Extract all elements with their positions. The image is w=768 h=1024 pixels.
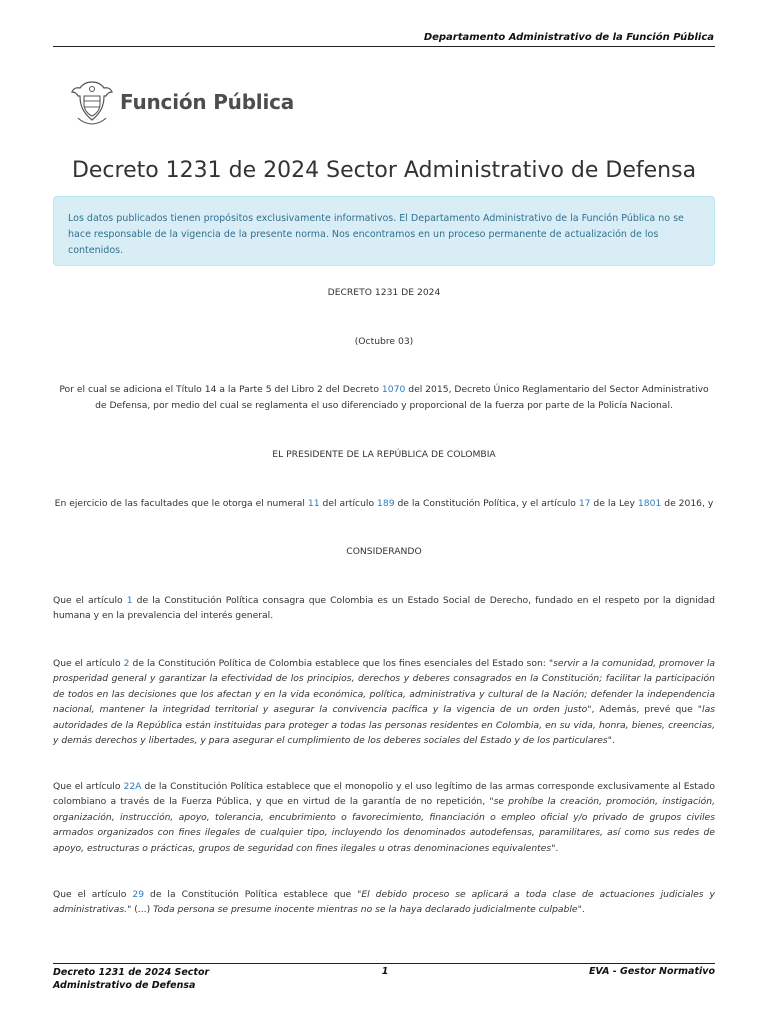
link-articulo-189[interactable]: 189: [377, 498, 395, 509]
footer-app-name: EVA - Gestor Normativo: [588, 966, 715, 977]
p3-text-2: de la Constitución Política establece que el monopolio y el uso legítimo de las armas corresponde exclusivamente al Estado colombiano a través de la Fuerza Pública, y que en virtud de la garantía de no repetición, ": [53, 781, 715, 808]
paragraph-articulo-2: [53, 656, 715, 748]
president-heading: EL PRESIDENTE DE LA REPÚBLICA DE COLOMBIA: [272, 449, 496, 460]
link-articulo-29[interactable]: 29: [132, 889, 145, 900]
p1-text-1: Que el artículo: [53, 595, 127, 606]
link-articulo-2[interactable]: 2: [123, 658, 130, 669]
link-decreto-1070[interactable]: 1070: [381, 384, 406, 395]
link-articulo-17[interactable]: 17: [578, 498, 591, 509]
considerando-heading: CONSIDERANDO: [346, 546, 422, 557]
decree-heading: DECRETO 1231 DE 2024: [327, 287, 441, 298]
disclaimer-notice: Los datos publicados tienen propósitos exclusivamente informativos. El Departamento Administrativo de la Función Pública no se hace responsable de la vigencia de la presente norma. Nos encontramos en un proceso permanente de actualización de los contenidos.: [53, 196, 715, 266]
p3-quote-1: se prohíbe la creación, promoción, instigación, organización, instrucción, apoyo, tolerancia, encubrimiento o favorecimiento, financiación o empleo oficial y/o privado de grupos civiles armados organizados con fines ilegales de cualquier tipo, incluyendo los denominados autodefensas, paramilitares, así como sus redes de apoyo, estructuras o prácticas, grupos de seguridad con fines ilegales u otras denominaciones equivalentes: [53, 796, 715, 854]
decree-date: (Octubre 03): [354, 336, 414, 347]
link-numeral-11[interactable]: 11: [307, 498, 320, 509]
p4-text-4: ".: [577, 904, 585, 916]
p2-quote-1: servir a la comunidad, promover la prosperidad general y garantizar la efectividad de los principios, derechos y deberes consagrados en la Constitución; facilitar la participación de todos en las decisiones que los afectan y en la vida económica, política, administrativa y cultural de la Nación; defender la independencia nacional, mantener la integridad territorial y asegurar la convivencia pacífica y la vigencia de un orden justo: [53, 658, 715, 716]
summary-text-2: del 2015, Decreto Único Reglamentario del Sector Administrativo de Defensa, por medio del cual se reglamenta el uso diferenciado y proporcional de la fuerza por parte de la Policía Nacional.: [95, 384, 709, 411]
summary-text-1: Por el cual se adiciona el Título 14 a la Parte 5 del Libro 2 del Decreto: [59, 384, 382, 395]
p2-quote-2: las autoridades de la República están instituidas para proteger a todas las personas residentes en Colombia, en su vida, honra, bienes, creencias, y demás derechos y libertades, y para asegurar el cumplimiento de los deberes sociales del Estado y de los particulares: [53, 704, 715, 747]
powers-text-4: de la Ley: [590, 498, 638, 509]
footer-page-number: 1: [381, 966, 389, 977]
p3-text-1: Que el artículo: [53, 781, 124, 792]
coat-of-arms-icon: [70, 78, 114, 126]
p2-text-3: ", Además, prevé que ": [587, 704, 703, 716]
powers-paragraph: [53, 496, 715, 512]
paragraph-articulo-29: [53, 887, 715, 918]
link-ley-1801[interactable]: 1801: [637, 498, 662, 509]
powers-text-5: de 2016, y: [661, 498, 714, 509]
p4-quote-2: Toda persona se presume inocente mientras no se la haya declarado judicialmente culpable: [153, 904, 578, 916]
powers-text-3: de la Constitución Política, y el artículo: [394, 498, 579, 509]
powers-text-2: del artículo: [319, 498, 377, 509]
paragraph-articulo-22a: [53, 779, 715, 856]
p4-text-3: " (...): [127, 904, 154, 916]
decree-summary: [53, 382, 715, 414]
p4-quote-1: El debido proceso se aplicará a toda clase de actuaciones judiciales y administrativas.: [53, 889, 715, 916]
page-title: Decreto 1231 de 2024 Sector Administrativo de Defensa: [71, 158, 697, 183]
p4-text-2: de la Constitución Política establece que ": [144, 889, 362, 900]
p3-text-3: ".: [551, 842, 559, 854]
p4-text-1: Que el artículo: [53, 889, 133, 900]
p2-text-2: de la Constitución Política de Colombia establece que los fines esenciales del Estado son: ": [129, 658, 554, 669]
header-divider: [53, 46, 715, 47]
logo-text: Función Pública: [120, 90, 295, 114]
p2-text-4: ".: [607, 735, 615, 747]
p2-text-1: Que el artículo: [53, 658, 124, 669]
link-articulo-22a[interactable]: 22A: [123, 781, 142, 792]
powers-text-1: En ejercicio de las facultades que le otorga el numeral: [54, 498, 308, 509]
page-header-org: Departamento Administrativo de la Función Pública: [423, 32, 714, 43]
p1-text-2: de la Constitución Política consagra que Colombia es un Estado Social de Derecho, fundado en el respeto por la dignidad humana y en la prevalencia del interés general.: [53, 595, 715, 622]
paragraph-articulo-1: [53, 593, 715, 624]
link-articulo-1[interactable]: 1: [126, 595, 133, 606]
footer-document-title: Decreto 1231 de 2024 Sector Administrativo de Defensa: [53, 967, 210, 991]
funcion-publica-logo[interactable]: [70, 78, 294, 126]
footer-divider: [53, 963, 715, 964]
